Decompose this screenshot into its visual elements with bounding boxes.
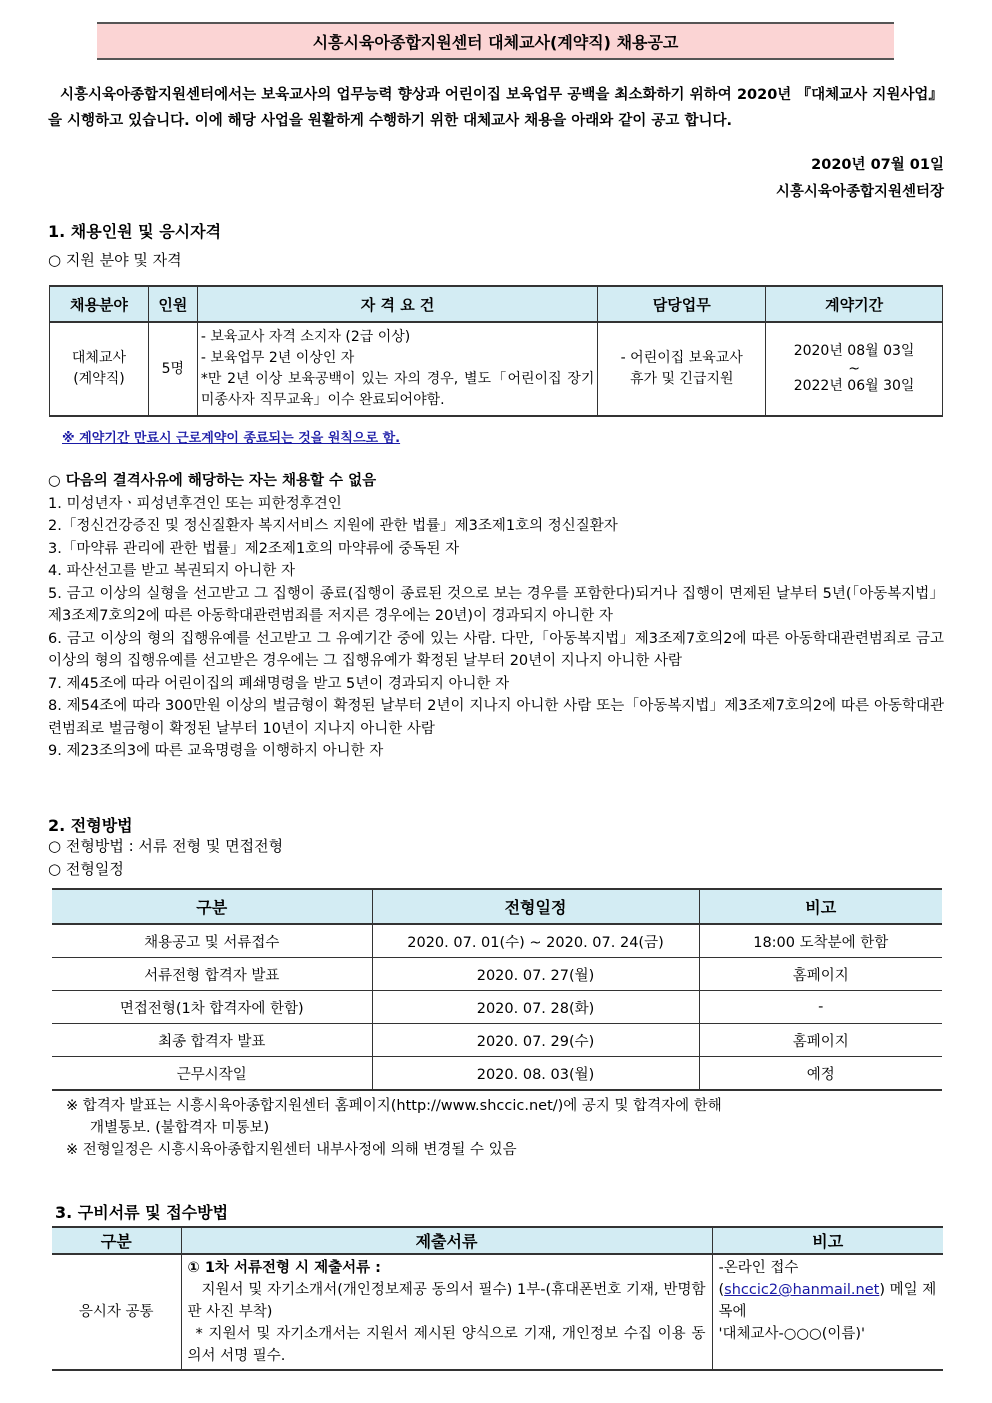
period-start: 2020년 08월 03일 [793,343,915,359]
remark-cell [712,1254,943,1370]
field-line2: (계약직) [73,371,125,387]
schedule-date: 2020. 07. 28(화) [372,991,699,1024]
header-remark: 비고 [699,889,942,924]
period-cell [766,322,943,416]
notice-date: 2020년 07월 01일 [811,157,944,173]
header-field: 채용분야 [50,286,149,322]
schedule-date: 2020. 07. 01(수) ~ 2020. 07. 24(금) [372,924,699,958]
notice-note-1: ※ 합격자 발표는 시흥시육아종합지원센터 홈페이지(http://www.shccic.net/)에 공지 및 합격자에 한해 [66,1098,722,1114]
list-item: 4. 파산선고를 받고 복권되지 아니한 자 [48,563,295,579]
list-item: 2.「정신건강증진 및 정신질환자 복지서비스 지원에 관한 법률」제3조제1호의 정신질환자 [48,518,618,534]
section1-sub: ○ 지원 분야 및 자격 [48,251,182,269]
header-category: 구분 [52,1227,181,1254]
qualification-table [49,285,943,417]
table-row [52,958,942,991]
duty-line1: - 어린이집 보육교사 [620,350,743,366]
field-line1: 대체교사 [71,350,126,366]
schedule-date: 2020. 07. 29(수) [372,1024,699,1057]
schedule-item: 근무시작일 [52,1057,372,1091]
table-header-row [52,1227,943,1254]
requirements-cell [197,322,598,416]
requirement-1: - 보육교사 자격 소지자 (2급 이상) [200,329,411,345]
table-row [52,1254,943,1370]
list-item: 9. 제23조의3에 따른 교육명령을 이행하지 아니한 자 [48,743,384,759]
schedule-remark: 18:00 도착분에 한함 [699,924,942,958]
documents-cell [181,1254,712,1370]
section3-heading: 3. 구비서류 및 접수방법 [55,1203,229,1222]
list-item: 1. 미성년자ㆍ피성년후견인 또는 피한정후견인 [48,495,342,512]
duty-line2: 휴가 및 긴급지원 [629,371,734,387]
intro-paragraph [48,82,943,134]
table-header-row [50,286,943,322]
contract-note: ※ 계약기간 만료시 근로계약이 종료되는 것을 원칙으로 함. [62,431,401,446]
doc-title: ① 1차 서류전형 시 제출서류 : [187,1260,381,1276]
list-item: 5. 금고 이상의 실형을 선고받고 그 집행이 종료(집행이 종료된 것으로 보는 경우를 포함한다)되거나 집행이 면제된 날부터 5년(「아동복지법」제3조제7호의2에 따른 아동학대관련범죄를 저지른 경우에는 20년)이 경과되지 아니한 자 [48,585,944,624]
section2-method: ○ 전형방법 : 서류 전형 및 면접전형 [48,837,284,855]
schedule-date: 2020. 08. 03(월) [372,1057,699,1091]
schedule-item: 최종 합격자 발표 [52,1024,372,1057]
remark-line1: -온라인 접수 [718,1260,799,1276]
table-row [52,991,942,1024]
header-requirements: 자 격 요 건 [197,286,598,322]
table-row [52,1024,942,1057]
schedule-remark: - [699,991,942,1024]
notice-note-2: ※ 전형일정은 시흥시육아종합지원센터 내부사정에 의해 변경될 수 있음 [66,1142,517,1158]
list-item: 8. 제54조에 따라 300만원 이상의 벌금형이 확정된 날부터 2년이 지나지 아니한 사람 또는「아동복지법」제3조제7호의2에 따른 아동학대관련범죄로 벌금형이 확정된 날부터 10년이 지나지 아니한 사람 [48,698,944,737]
remark-text: ) 메일 제목에 [718,1282,937,1320]
schedule-remark: 홈페이지 [699,958,942,991]
schedule-date: 2020. 07. 27(월) [372,958,699,991]
table-row [52,924,942,958]
header-count: 인원 [148,286,197,322]
disqualification-list [48,470,944,763]
schedule-remark: 홈페이지 [699,1024,942,1057]
documents-table [52,1226,943,1371]
email-link[interactable]: shccic2@hanmail.net [724,1282,880,1298]
issuer: 시흥시육아종합지원센터장 [775,184,944,200]
requirement-3: *만 2년 이상 보육공백이 있는 자의 경우, 별도「어린이집 장기미종사자 직무교육」이수 완료되어야함. [200,371,595,408]
header-remark: 비고 [712,1227,943,1254]
schedule-item: 면접전형(1차 합격자에 한함) [52,991,372,1024]
doc-line2: * 지원서 및 자기소개서는 지원서 제시된 양식으로 기재, 개인정보 수집 이용 동의서 서명 필수. [187,1326,706,1364]
section2-heading: 2. 전형방법 [48,816,133,835]
notice-note-1-cont: 개별통보. (불합격자 미통보) [90,1120,270,1136]
signature-block [776,152,944,206]
table-row [50,322,943,416]
header-duty: 담당업무 [598,286,766,322]
remark-line2: (shccic2@hanmail.net) 메일 제목에 [718,1282,937,1320]
category-cell: 응시자 공통 [52,1254,181,1370]
header-schedule: 전형일정 [372,889,699,924]
field-cell [50,322,149,416]
header-period: 계약기간 [766,286,943,322]
table-header-row [52,889,942,924]
schedule-item: 서류전형 합격자 발표 [52,958,372,991]
schedule-remark: 예정 [699,1057,942,1091]
requirement-2: - 보육업무 2년 이상인 자 [200,350,355,366]
list-item: 6. 금고 이상의 형의 집행유예를 선고받고 그 유예기간 중에 있는 사람. 다만,「아동복지법」제3조제7호의2에 따른 아동학대관련범죄로 금고 이상의 형의 집행유예를 선고받은 경우에는 그 집행유예가 확정된 날부터 20년이 지나지 아니한 사람 [48,630,944,669]
list-item: 7. 제45조에 따라 어린이집의 폐쇄명령을 받고 5년이 경과되지 아니한 자 [48,675,510,692]
section2-schedule-label: ○ 전형일정 [48,860,124,878]
schedule-item: 채용공고 및 서류접수 [52,924,372,958]
duty-cell [598,322,766,416]
disqualify-heading: ○ 다음의 결격사유에 해당하는 자는 채용할 수 없음 [48,473,377,489]
schedule-table [52,888,942,1091]
header-category: 구분 [52,889,372,924]
list-item: 3.「마약류 관리에 관한 법률」제2조제1호의 마약류에 중독된 자 [48,540,460,557]
intro-text: 시흥시육아종합지원센터에서는 보육교사의 업무능력 향상과 어린이집 보육업무 공백을 최소화하기 위하여 2020년 『대체교사 지원사업』을 시행하고 있습니다. 이에 해당 사업을 원활하게 수행하기 위한 대체교사 채용을 아래와 같이 공고 합니다. [48,87,943,129]
count-cell: 5명 [148,322,197,416]
table-row [52,1057,942,1091]
header-documents: 제출서류 [181,1227,712,1254]
doc-line1: 지원서 및 자기소개서(개인정보제공 동의서 필수) 1부-(휴대폰번호 기재, 반명함판 사진 부착) [187,1282,706,1320]
remark-line3: '대체교사-○○○(이름)' [718,1326,866,1342]
period-tilde: ~ [848,361,860,377]
page-title: 시흥시육아종합지원센터 대체교사(계약직) 채용공고 [97,22,894,60]
section1-heading: 1. 채용인원 및 응시자격 [48,222,222,241]
period-end: 2022년 06월 30일 [793,378,915,394]
schedule-notes [66,1095,722,1161]
